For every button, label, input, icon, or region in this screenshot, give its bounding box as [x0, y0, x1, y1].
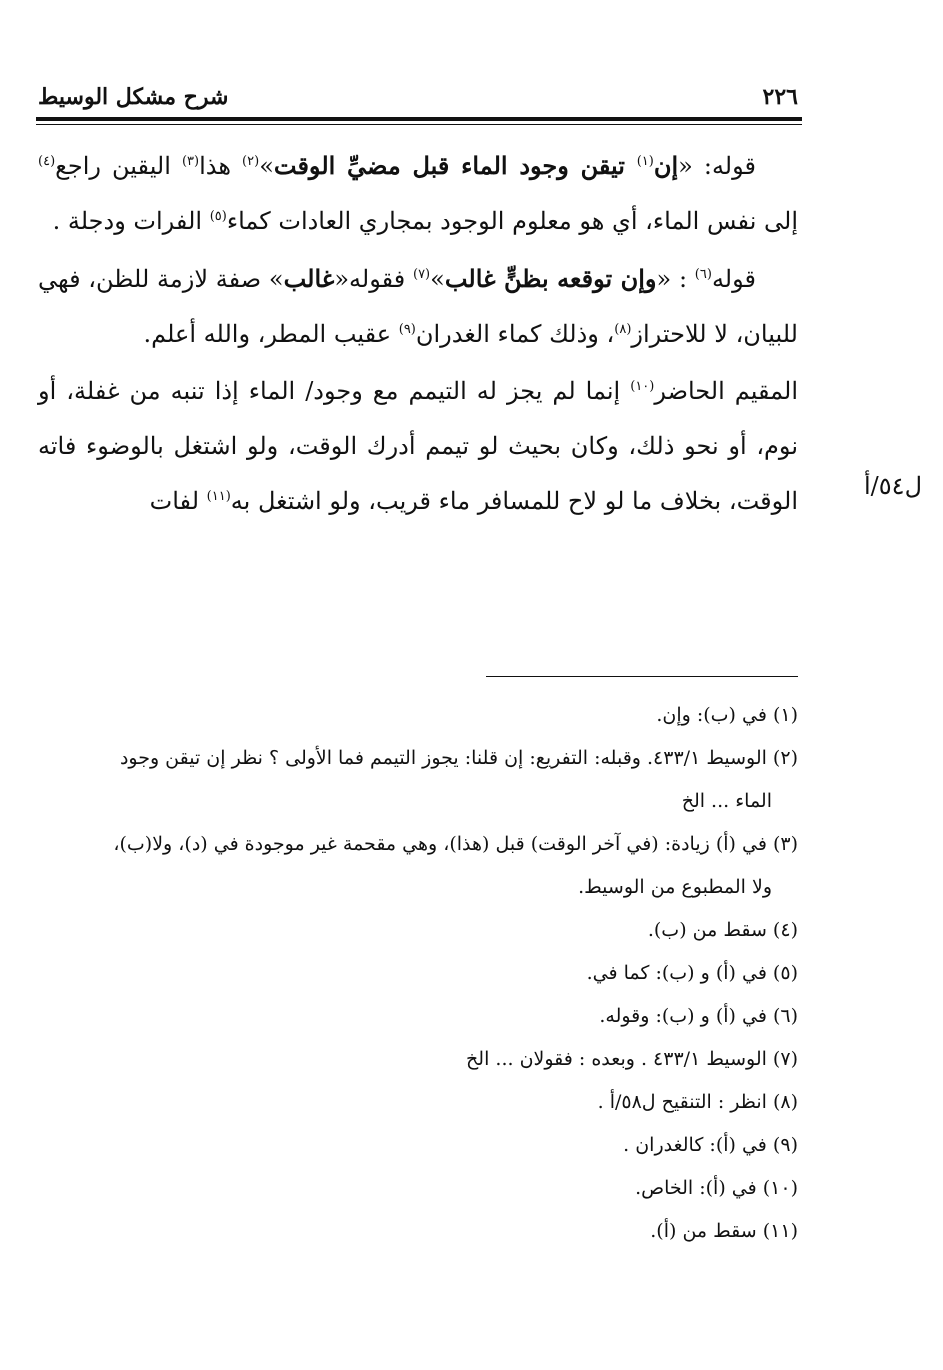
manuscript-folio-note: ل٥٤/أ [864, 472, 922, 500]
footnote-10: (١٠) في (أ): الخاص. [635, 1177, 798, 1199]
footnote-separator [486, 676, 798, 677]
footnote-ref: (٩) [398, 322, 416, 337]
footnote-3: (٣) في (أ) زيادة: (في آخر الوقت) قبل (هذا)، وهي مقحمة غير موجودة في (د)، ولا(ب)، ولا المطبوع من الوسيط. [113, 833, 798, 898]
footnotes [38, 694, 798, 1253]
footnote-8: (٨) انظر : التنقيح ل٥٨/أ . [597, 1091, 798, 1113]
footnote-2: (٢) الوسيط ٤٣٣/١. وقبله: التفريع: إن قلنا: يجوز التيمم فما الأولى ؟ نظر إن تيقن وجود الماء ... الخ [119, 747, 798, 812]
footnote-ref: (١) [636, 154, 654, 169]
footnote-6: (٦) في (أ) و (ب): وقوله. [599, 1005, 798, 1027]
footnote-1: (١) في (ب): وإن. [656, 704, 798, 726]
header-rule-thick [36, 117, 802, 121]
page-number: ٢٢٦ [762, 84, 798, 110]
footnote-4: (٤) سقط من (ب). [647, 919, 798, 941]
paragraph-3: المقيم الحاضر$^{(١٠)}$ إنما لم يجز له التيمم مع وجود/ الماء إذا تنبه من غفلة، أو نوم، أو نحو ذلك، وكان بحيث لو تيمم أدرك الوقت، ولو اشتغل بالوضوء فاته الوقت، بخلاف ما لو لاح للمسافر ماء قريب، ولو اشتغل به$^{(١١)}$ لفات [38, 377, 798, 515]
footnote-9: (٩) في (أ): كالغدران . [623, 1134, 798, 1156]
header-rule-thin [36, 124, 802, 125]
footnote-ref: (١١) [206, 489, 231, 504]
footnote-ref: (٣) [181, 154, 200, 169]
main-text [38, 138, 798, 531]
paragraph-2: قوله$^{(٦)}$ : «وإن توقعه بظنٍّ غالب»$^{(٧)}$ فقوله«غالب» صفة لازمة للظن، فهي للبيان، لا للاحتراز$^{(٨)}$، وذلك كماء الغدران$^{(٩)}$ عقيب المطر، والله أعلم. [38, 264, 798, 348]
paragraph-1: قوله: «إن$^{(١)}$ تيقن وجود الماء قبل مضيِّ الوقت»$^{(٢)}$ هذا$^{(٣)}$ اليقين راجع$^{(٤)}$ إلى نفس الماء، أي هو معلوم الوجود بمجاري العادات كماء$^{(٥)}$ الفرات ودجلة . [38, 151, 798, 235]
footnote-ref: (٦) [694, 267, 712, 282]
footnote-11: (١١) سقط من (أ). [650, 1220, 798, 1242]
running-title: شرح مشكل الوسيط [38, 84, 229, 110]
footnote-5: (٥) في (أ) و (ب): كما في. [586, 962, 798, 984]
footnote-ref: (٧) [412, 267, 431, 282]
footnote-ref: (٥) [209, 209, 227, 224]
page-header [38, 84, 798, 114]
footnote-ref: (٨) [614, 322, 632, 337]
footnote-7: (٧) الوسيط ٤٣٣/١ . وبعده : فقولان ... الخ [466, 1048, 798, 1070]
footnote-ref: (٤) [38, 154, 56, 169]
footnote-ref: (٢) [242, 154, 260, 169]
footnote-ref: (١٠) [630, 379, 655, 394]
